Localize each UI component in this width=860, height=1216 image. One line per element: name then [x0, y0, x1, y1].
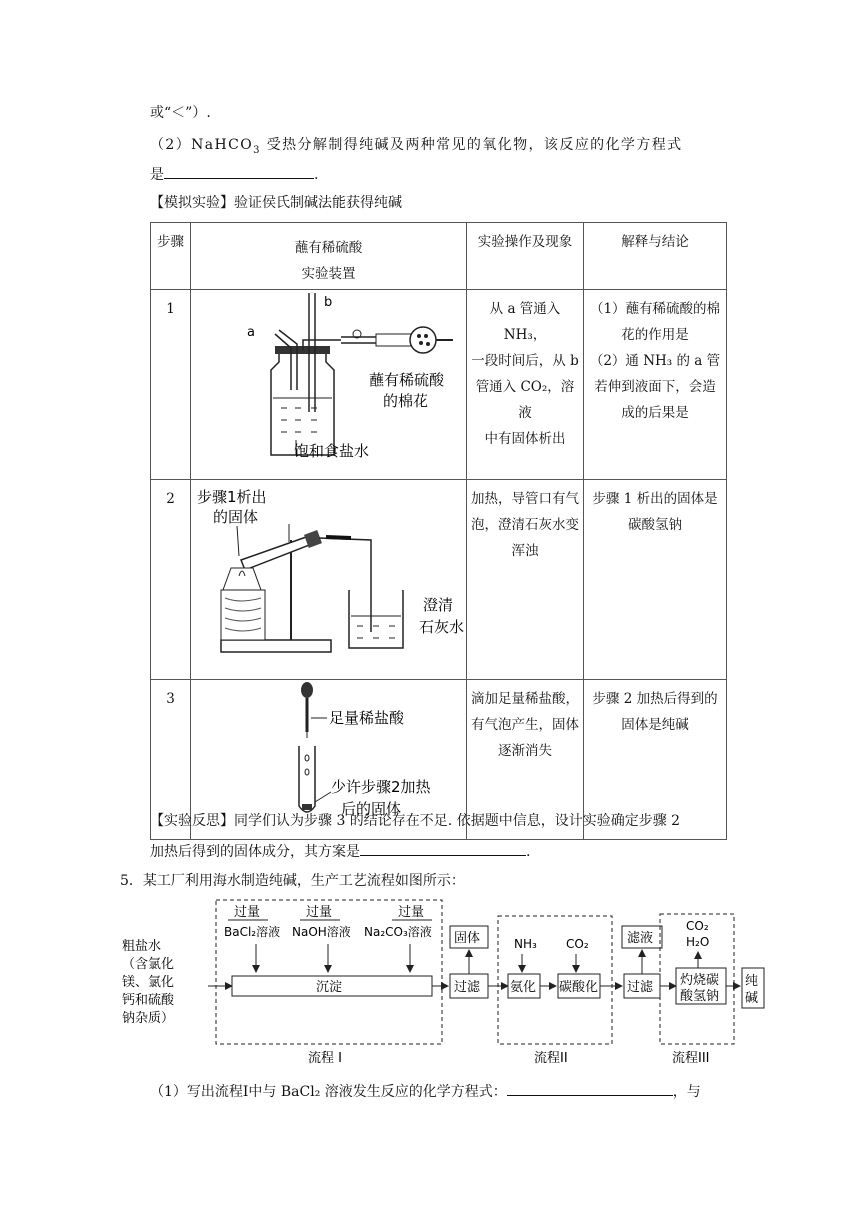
soda-label-1: 纯: [745, 974, 759, 989]
filter-2-label: 过滤: [627, 980, 654, 995]
precipitate-label: 沉淀: [316, 980, 343, 995]
row2-ops-line: 泡，澄清石灰水变: [471, 517, 579, 533]
label-b: b: [324, 295, 333, 310]
label-a: a: [247, 325, 255, 340]
calcine-label-2: 酸氢钠: [680, 989, 720, 1004]
header-apparatus-line1: 蘸有稀硫酸: [294, 240, 363, 256]
row3-ops-line: 有气泡产生，固体: [471, 717, 579, 733]
header-conclusion: 解释与结论: [584, 223, 727, 290]
question-5-sub-1: [150, 1081, 701, 1102]
row2-conclusion: [584, 480, 727, 680]
process-3-label: 流程III: [672, 1051, 710, 1066]
row1-ops-line: 中有固体析出: [484, 431, 566, 447]
q2-body: 受热分解制得纯碱及两种常见的氧化物，该反应的化学方程式: [266, 137, 683, 153]
label-sample-2: 后的固体: [341, 800, 402, 818]
label-lime-1: 澄清: [423, 596, 454, 614]
label-solid-2: 的固体: [213, 508, 259, 526]
row1-con-line: （2）通 NH₃ 的 a 管: [589, 353, 721, 369]
q2-answer-prefix: 是: [150, 167, 164, 183]
table-row: [151, 480, 727, 680]
row1-ops-line: 从 a 管通入 NH₃，: [489, 301, 561, 343]
q2-answer-blank[interactable]: [164, 164, 314, 179]
q5-sub1-prefix: （1）写出流程Ⅰ中与 BaCl₂ 溶液发生反应的化学方程式：: [150, 1084, 507, 1100]
row2-ops-line: 加热，导管口有气: [471, 491, 579, 507]
header-operations: 实验操作及现象: [467, 223, 584, 290]
heating-apparatus-diagram: [191, 480, 466, 670]
reagent-na2co3: Na₂CO₃溶液: [364, 925, 432, 939]
raw-label-3: 镁、氯化: [122, 975, 175, 990]
q5-sub1-end: ，与: [672, 1084, 701, 1100]
line-continuation: 或“＜”）.: [150, 105, 211, 121]
calcine-label-1: 灼烧碳: [680, 973, 720, 988]
process-2-label: 流程II: [534, 1051, 568, 1066]
raw-label-1: 粗盐水: [122, 939, 162, 954]
out-co2-label: CO₂: [686, 919, 709, 933]
excess-label-3: 过量: [398, 905, 425, 920]
label-sample-1: 少许步骤2加热: [331, 778, 431, 796]
row1-operations: [467, 290, 584, 480]
reagent-bacl2: BaCl₂溶液: [224, 925, 281, 939]
row2-step: 2: [151, 480, 191, 680]
header-apparatus: [191, 223, 467, 290]
row3-ops-line: 滴加足量稀盐酸，: [471, 691, 579, 707]
reflection-prefix: 加热后得到的固体成分，其方案是: [150, 844, 360, 860]
row1-apparatus: [191, 290, 467, 480]
label-acid: 足量稀盐酸: [329, 709, 405, 727]
row1-con-line: 成的后果是: [621, 405, 689, 421]
solid-label: 固体: [454, 931, 481, 946]
nh3-label: NH₃: [514, 937, 537, 951]
raw-label-4: 钙和硫酸: [122, 993, 175, 1008]
row3-step: 3: [151, 680, 191, 840]
ammoniate-label: 氨化: [510, 980, 537, 995]
row1-step: 1: [151, 290, 191, 480]
row2-con-line: 碳酸氢钠: [628, 517, 682, 533]
out-h2o-label: H₂O: [686, 935, 710, 949]
raw-label-5: 钠杂质）: [122, 1011, 175, 1026]
soda-label-2: 碱: [745, 991, 759, 1006]
reflection-line-2: [150, 841, 530, 862]
filter-1-label: 过滤: [454, 980, 481, 995]
q2-prefix: （2）NaHCO: [150, 137, 254, 153]
row2-operations: [467, 480, 584, 680]
row1-ops-line: 管通入 CO₂，溶液: [475, 379, 575, 421]
row1-con-line: 花的作用是: [621, 327, 689, 343]
row1-ops-line: 一段时间后，从 b: [471, 353, 579, 369]
reflection-answer-blank[interactable]: [360, 841, 526, 856]
row3-ops-line: 逐渐消失: [498, 743, 552, 759]
reagent-naoh: NaOH溶液: [292, 925, 351, 939]
process-flow-diagram: [120, 892, 770, 1072]
row2-ops-line: 浑浊: [511, 543, 539, 559]
filtrate-label: 滤液: [627, 931, 654, 946]
row1-con-line: 若伸到液面下，会造: [594, 379, 716, 395]
row3-con-line: 固体是纯碱: [621, 717, 689, 733]
question-5-intro: 5．某工厂利用海水制造纯碱，生产工艺流程如图所示：: [120, 873, 465, 889]
table-row: [151, 290, 727, 480]
experiment-table: [150, 222, 727, 840]
raw-label-2: （含氯化: [122, 957, 175, 972]
section-title: 【模拟实验】验证侯氏制碱法能获得纯碱: [150, 195, 402, 211]
carbonate-label: 碳酸化: [559, 980, 599, 995]
row2-con-line: 步骤 1 析出的固体是: [592, 491, 718, 507]
row1-con-line: （1）蘸有稀硫酸的棉: [589, 301, 721, 317]
question-2-line: [150, 135, 683, 161]
reflection-line-1: 【实验反思】同学们认为步骤 3 的结论存在不足. 依据题中信息，设计实验确定步骤 2: [150, 813, 681, 829]
table-header-row: [151, 223, 727, 290]
row2-apparatus: [191, 480, 467, 680]
co2-label: CO₂: [566, 937, 589, 951]
header-step: 步骤: [151, 223, 191, 290]
label-brine: 饱和食盐水: [294, 442, 370, 460]
process-1-label: 流程 I: [308, 1051, 342, 1066]
label-cotton-1: 蘸有稀硫酸: [369, 371, 445, 389]
reflection-end: .: [526, 844, 531, 860]
excess-label-1: 过量: [234, 905, 261, 920]
label-cotton-2: 的棉花: [383, 392, 429, 410]
label-lime-2: 石灰水: [419, 618, 465, 636]
q2-answer-end: .: [314, 167, 319, 183]
absorption-bottle-diagram: [191, 290, 466, 470]
label-solid-1: 步骤1析出: [197, 488, 267, 506]
header-apparatus-line2: 实验装置: [301, 266, 356, 282]
row1-conclusion: [584, 290, 727, 480]
dropper-test-tube-diagram: [191, 680, 466, 830]
q5-sub1-answer-blank[interactable]: [507, 1081, 673, 1096]
row3-con-line: 步骤 2 加热后得到的: [592, 691, 718, 707]
q2-sub: 3: [253, 144, 261, 156]
question-2-answer-line: [150, 164, 318, 185]
excess-label-2: 过量: [306, 905, 333, 920]
